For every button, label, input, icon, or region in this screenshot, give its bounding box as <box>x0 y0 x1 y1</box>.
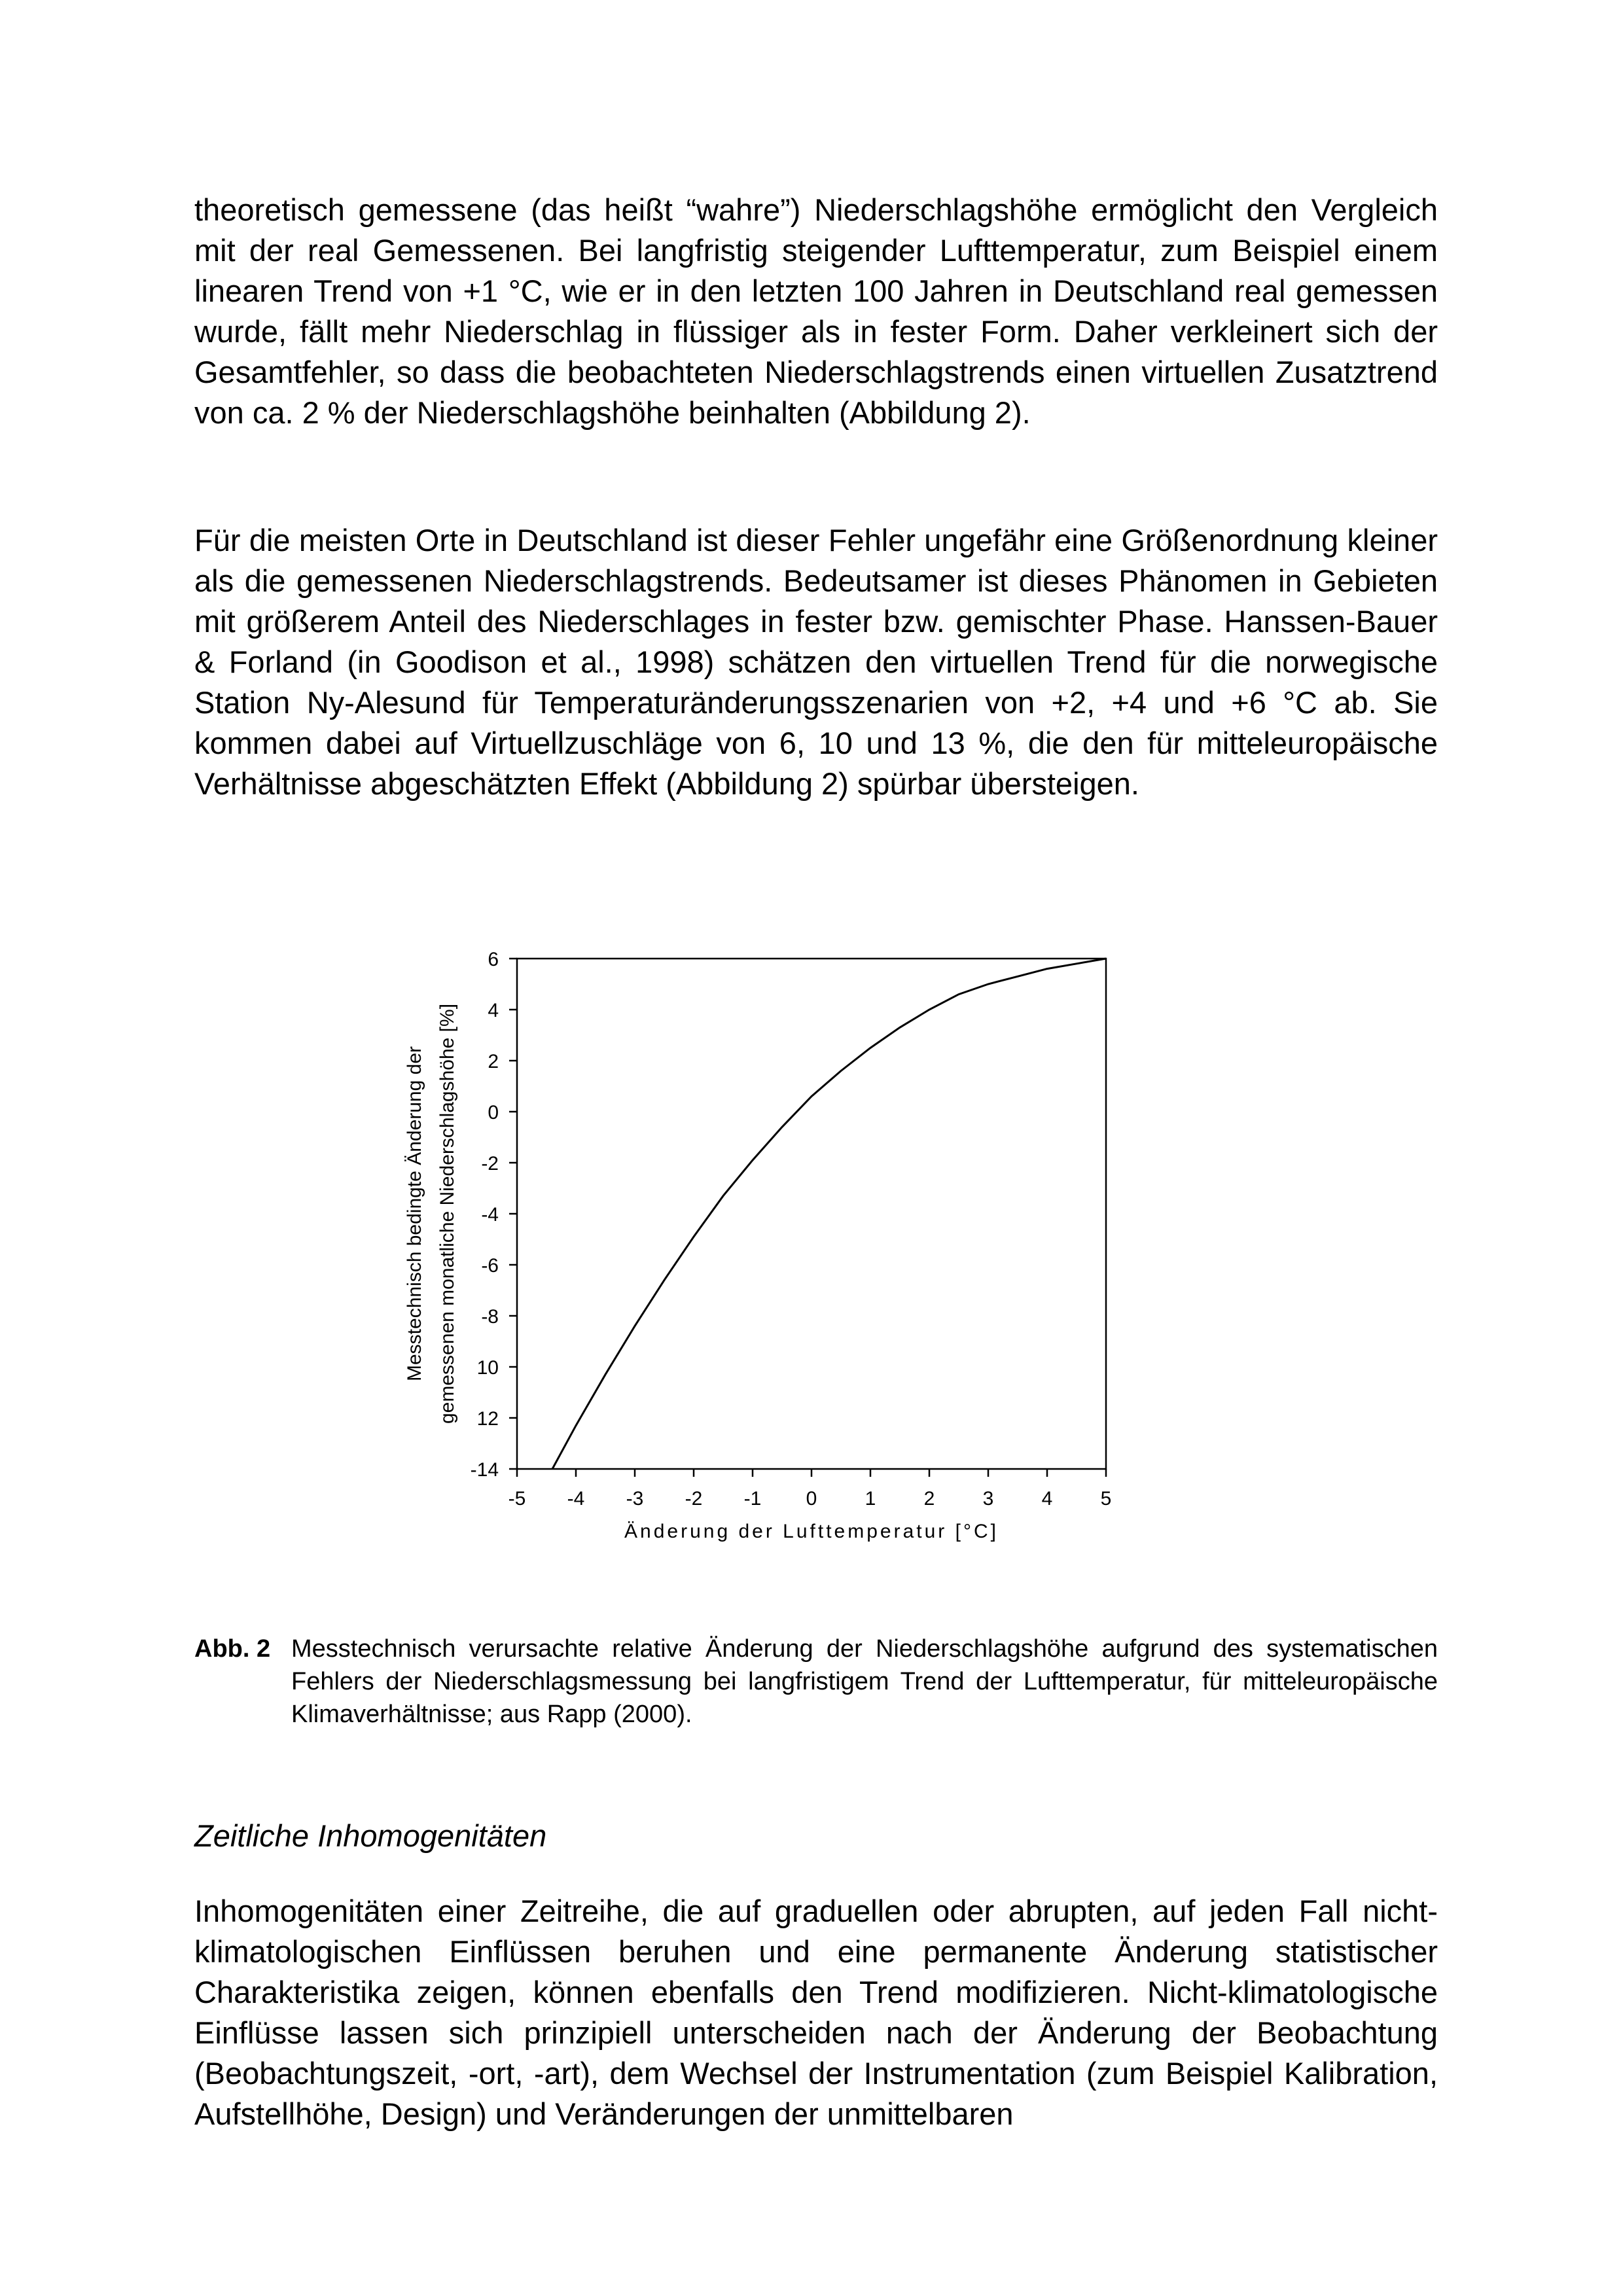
y-tick-label: -14 <box>470 1459 499 1481</box>
caption-label: Abb. 2 <box>194 1635 271 1663</box>
x-tick-label: -2 <box>685 1488 703 1510</box>
x-tick-label: 2 <box>923 1488 935 1510</box>
caption-text: Messtechnisch verursachte relative Änderung der Niederschlagshöhe aufgrund des systematischen Fehlers der Niederschlagsmessung bei langfristigem Trend der Lufttemperatur, für mitteleuropäische Klimaverhältnisse; aus Rapp (2000). <box>291 1635 1438 1728</box>
y-tick-label: -2 <box>481 1153 499 1174</box>
y-tick-label: -6 <box>481 1255 499 1277</box>
x-tick-label: -4 <box>567 1488 585 1510</box>
section-heading: Zeitliche Inhomogenitäten <box>194 1818 547 1853</box>
y-tick-label: 2 <box>488 1051 499 1072</box>
y-tick-label: -4 <box>481 1204 499 1226</box>
figure-chart <box>366 929 1152 1557</box>
x-tick-label: 3 <box>982 1488 994 1510</box>
y-axis-ticks <box>471 949 517 1481</box>
paragraph-2: Für die meisten Orte in Deutschland ist dieser Fehler ungefähr eine Größenordnung kleiner als die gemessenen Niederschlagstrends. Bedeutsamer ist dieses Phänomen in Gebieten mit größerem Anteil des Niederschlages in fester bzw. gemischter Phase. Hanssen-Bauer & Forland (in Goodison et al., 1998) schätzen den virtuellen Trend für die norwegische Station Ny-Alesund für Temperaturänderungsszenarien von +2, +4 und +6 °C ab. Sie kommen dabei auf Virtuellzuschläge von 6, 10 und 13 %, die den für mitteleuropäische Verhältnisse abgeschätzten Effekt (Abbildung 2) spürbar übersteigen. <box>194 523 1438 801</box>
paragraph-3: Inhomogenitäten einer Zeitreihe, die auf graduellen oder abrupten, auf jeden Fall nicht-klimatologischen Einflüssen beruhen und eine permanente Änderung statistischer Charakteristika zeigen, können ebenfalls den Trend modifizieren. Nicht-klimatologische Einflüsse lassen sich prinzipiell unterscheiden nach der Änderung der Beobachtung (Beobachtungszeit, -ort, -art), dem Wechsel der Instrumentation (zum Beispiel Kalibration, Aufstellhöhe, Design) und Veränderungen der unmittelbaren <box>194 1894 1438 2131</box>
y-tick-label: 6 <box>488 949 499 970</box>
x-axis-label: Änderung der Lufttemperatur [°C] <box>624 1521 999 1542</box>
plot-frame <box>517 959 1106 1469</box>
x-tick-label: 1 <box>865 1488 876 1510</box>
y-axis-label-line2: gemessenen monatliche Niederschlagshöhe [%] <box>437 1003 458 1424</box>
x-axis-ticks <box>508 1469 1112 1510</box>
y-tick-label: 0 <box>488 1102 499 1123</box>
paragraph-1: theoretisch gemessene (das heißt “wahre”) Niederschlagshöhe ermöglicht den Vergleich mit der real Gemessenen. Bei langfristig steigender Lufttemperatur, zum Beispiel einem linearen Trend von +1 °C, wie er in den letzten 100 Jahren in Deutschland real gemessen wurde, fällt mehr Niederschlag in flüssiger als in fester Form. Daher verkleinert sich der Gesamtfehler, so dass die beobachteten Niederschlagstrends einen virtuellen Zusatztrend von ca. 2 % der Niederschlagshöhe beinhalten (Abbildung 2). <box>194 192 1438 430</box>
y-axis-label-line1: Messtechnisch bedingte Änderung der <box>404 1046 425 1381</box>
y-tick-label: 12 <box>476 1408 499 1430</box>
y-tick-label: -8 <box>481 1306 499 1328</box>
x-tick-label: -1 <box>743 1488 762 1510</box>
y-tick-label: 10 <box>476 1357 499 1379</box>
x-tick-label: -5 <box>508 1488 526 1510</box>
x-tick-label: 0 <box>806 1488 817 1510</box>
series-line <box>552 959 1106 1469</box>
x-tick-label: 4 <box>1041 1488 1053 1510</box>
figure-caption <box>194 1633 1438 1731</box>
x-tick-label: 5 <box>1100 1488 1112 1510</box>
line-chart <box>366 929 1152 1557</box>
y-tick-label: 4 <box>488 1000 499 1021</box>
x-tick-label: -3 <box>626 1488 644 1510</box>
